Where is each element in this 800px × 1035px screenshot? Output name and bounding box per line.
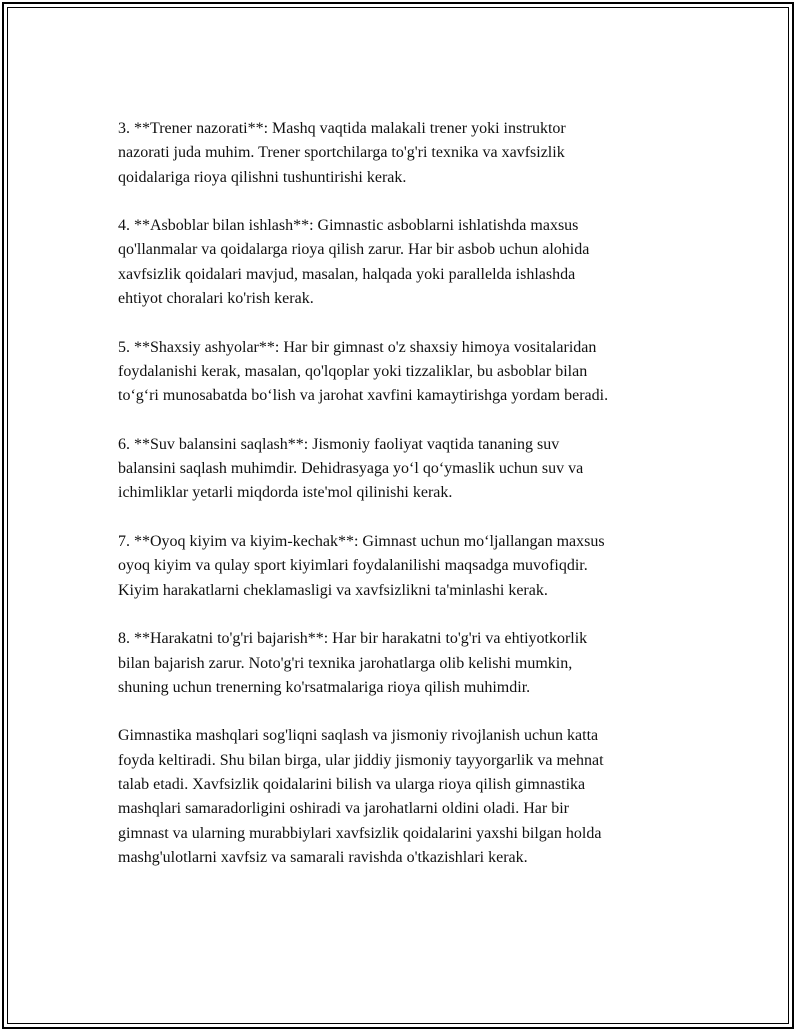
paragraph-harakatni-togri-bajarish: 8. **Harakatni to'g'ri bajarish**: Har bir harakatni to'g'ri va ehtiyotkorlik bilan bajarish zarur. Noto'g'ri texnika jarohatlarga olib kelishi mumkin, shuning uchun trenerning ko'rsatmalariga rioya qilish muhimdir. (118, 630, 588, 696)
paragraph-shaxsiy-ashyolar: 5. **Shaxsiy ashyolar**: Har bir gimnast o'z shaxsiy himoya vositalaridan foydalanishi kerak, masalan, qo'lqoplar yoki tizzaliklar, bu asboblar bilan to‘g‘ri munosabatda bo‘lish va jarohat xavfini kamaytirishga yordam beradi. (118, 338, 609, 405)
paragraph-asboblar-bilan-ishlash: 4. **Asboblar bilan ishlash**: Gimnastic asboblarni ishlatishda maxsus qo'llanmalar va qoidalarga rioya qilish zarur. Har bir asbob uchun alohida xavfsizlik qoidalari mavjud, masalan, halqada yoki parallelda ishlashda ehtiyot choralari ko'rish kerak. (118, 217, 590, 308)
paragraph-trener-nazorati: 3. **Trener nazorati**: Mashq vaqtida malakali trener yoki instruktor nazorati juda muhim. Trener sportchilarga to'g'ri texnika va xavfsizlik qoidalariga rioya qilishni tushuntirishi kerak. (118, 120, 566, 186)
document-body (118, 117, 688, 895)
paragraph-oyoq-kiyim: 7. **Oyoq kiyim va kiyim-kechak**: Gimnast uchun mo‘ljallangan maxsus oyoq kiyim va qulay sport kiyimlari foydalanilishi maqsadga muvofiqdir. Kiyim harakatlarni cheklamasligi va xavfsizlikni ta'minlashi kerak. (118, 533, 605, 599)
paragraph-suv-balansini-saqlash: 6. **Suv balansini saqlash**: Jismoniy faoliyat vaqtida tananing suv balansini saqlash muhimdir. Dehidrasyaga yo‘l qo‘ymaslik uchun suv va ichimliklar yetarli miqdorda iste'mol qilinishi kerak. (118, 435, 584, 502)
paragraph-conclusion: Gimnastika mashqlari sog'liqni saqlash va jismoniy rivojlanish uchun katta foyda keltiradi. Shu bilan birga, ular jiddiy jismoniy tayyorgarlik va mehnat talab etadi. Xavfsizlik qoidalarini bilish va ularga rioya qilish gimnastika mashqlari samaradorligini oshiradi va jarohatlarni oldini oladi. Har bir gimnast va ularning murabbiylari xavfsizlik qoidalarini yaxshi bilgan holda mashg'ulotlarni xavfsiz va samarali ravishda o'tkazishlari kerak. (118, 727, 604, 866)
